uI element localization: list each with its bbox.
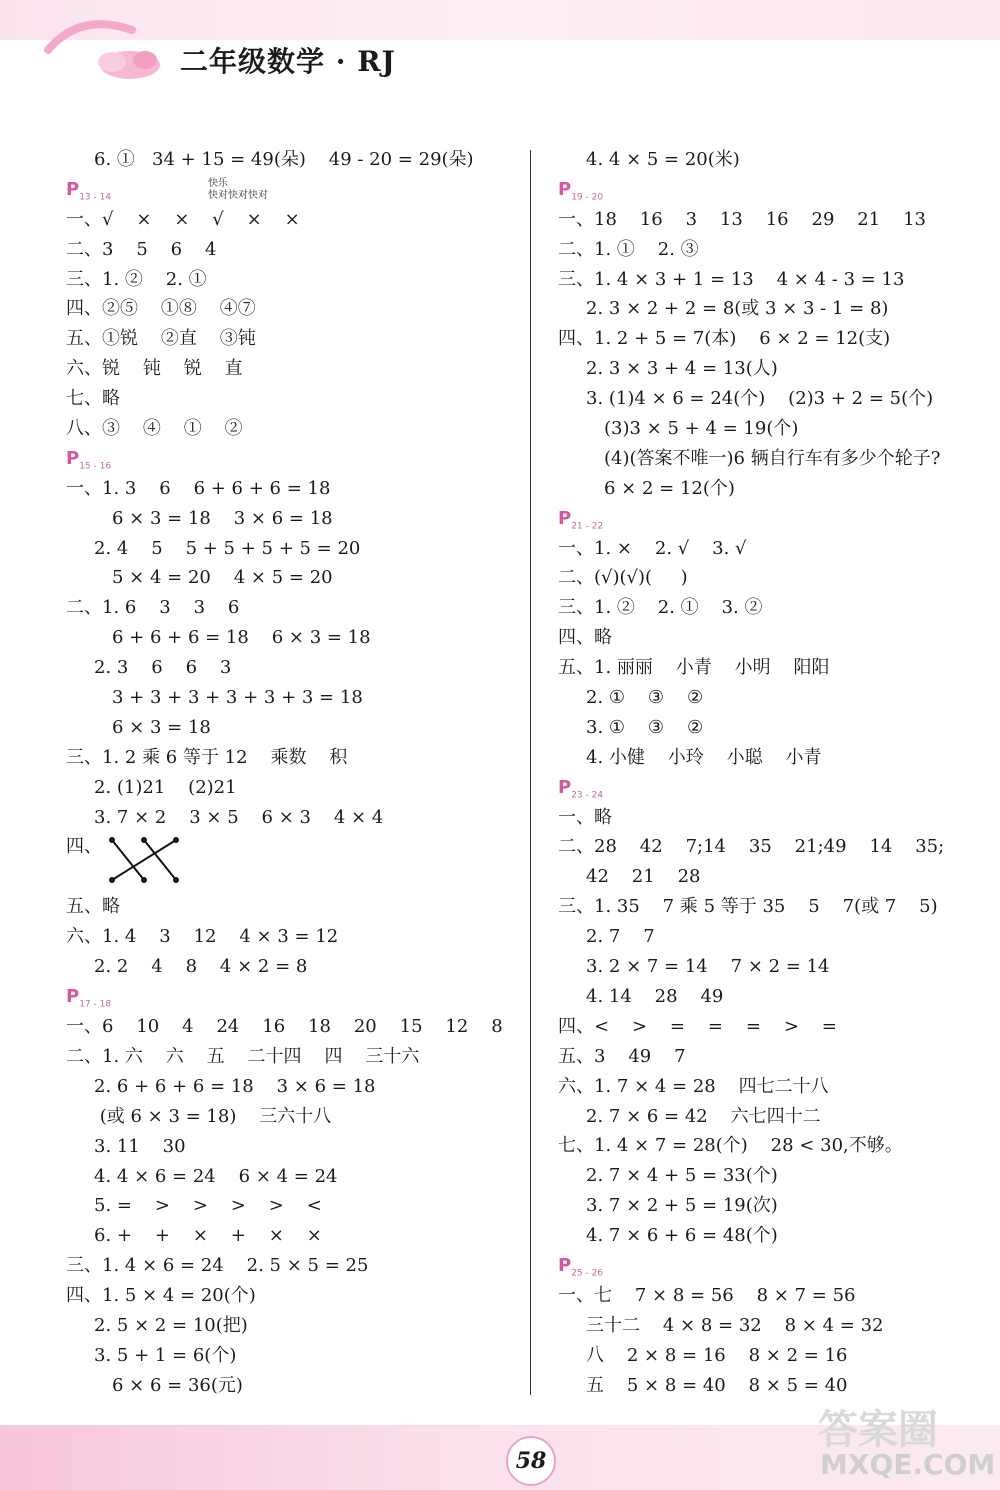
page-title: 二年级数学 · RJ — [180, 45, 396, 78]
page-range-numbers: 23 - 24 — [571, 790, 604, 801]
answer-line — [66, 832, 506, 892]
column-divider — [530, 150, 531, 1395]
answer-line: 四、1. 5 × 4 = 20(个) — [66, 1285, 256, 1307]
answer-line: 5. = > > > > < — [94, 1195, 322, 1217]
answer-line: 二、28 42 7;14 35 21;49 14 35; — [558, 836, 945, 858]
answer-line: 2. 5 × 2 = 10(把) — [94, 1314, 248, 1336]
page-range-numbers: 25 - 26 — [571, 1268, 604, 1279]
answer-line: 三、1. ② 2. ① — [66, 268, 207, 290]
answer-line: 2. 4 5 5 + 5 + 5 + 5 = 20 — [94, 537, 361, 559]
flower-decoration-icon — [40, 10, 170, 90]
answer-line: 三、1. 4 × 6 = 24 2. 5 × 5 = 25 — [66, 1255, 369, 1277]
page-range-letter: P — [558, 507, 572, 529]
answer-line: 2. ① ③ ② — [586, 687, 704, 709]
answer-line: 2. 6 + 6 + 6 = 18 3 × 6 = 18 — [94, 1075, 376, 1097]
handwriting-line: 快对快对快对 — [208, 190, 268, 201]
page-range-label — [66, 175, 506, 205]
page-range-label — [66, 982, 506, 1012]
answer-line: (4)(答案不唯一)6 辆自行车有多少个轮子? — [604, 447, 941, 469]
answer-line: 二、1. 6 3 3 6 — [66, 597, 240, 619]
matching-dot — [109, 837, 115, 843]
matching-dot — [141, 877, 147, 883]
answer-line: 2. 3 6 6 3 — [94, 657, 232, 679]
answer-line: 三、1. ② 2. ① 3. ② — [558, 597, 763, 619]
answer-line: 五、1. 丽丽 小青 小明 阳阳 — [558, 657, 830, 679]
answer-line: 3. (1)4 × 6 = 24(个) (2)3 + 2 = 5(个) — [586, 388, 934, 410]
answer-line: 二、1. ① 2. ③ — [558, 238, 699, 260]
answer-line: 6 + 6 + 6 = 18 6 × 3 = 18 — [112, 627, 371, 649]
answer-line: 四、< > = = = > = — [558, 1015, 837, 1037]
page-range-label — [558, 773, 988, 803]
answer-line: 2. 7 × 6 = 42 六七四十二 — [586, 1105, 821, 1127]
page-range-label — [558, 175, 988, 205]
matching-dot — [173, 837, 179, 843]
answer-line: 二、3 5 6 4 — [66, 238, 217, 260]
answer-line: 一、略 — [558, 806, 612, 828]
answer-line: 5 × 4 = 20 4 × 5 = 20 — [112, 567, 333, 589]
answer-line: 6. + + × + × × — [94, 1225, 322, 1247]
watermark-logo — [818, 1398, 994, 1486]
answer-line: 6 × 3 = 18 3 × 6 = 18 — [112, 507, 333, 529]
answer-line: 三、1. 2 乘 6 等于 12 乘数 积 — [66, 746, 348, 768]
handwriting-line: 快乐 — [208, 178, 228, 189]
answer-line: 一、1. × 2. √ 3. √ — [558, 537, 747, 559]
page-range-letter: P — [558, 1254, 572, 1276]
answer-line: 六、1. 4 3 12 4 × 3 = 12 — [66, 926, 339, 948]
page-number: 58 — [506, 1436, 556, 1486]
answer-line: 四、1. 2 + 5 = 7(本) 6 × 2 = 12(支) — [558, 328, 891, 350]
answer-line: 一、1. 3 6 6 + 6 + 6 = 18 — [66, 477, 331, 499]
answer-line: 五、①锐 ②直 ③钝 — [66, 328, 256, 350]
page-range-label — [558, 504, 988, 534]
answer-line: 3 + 3 + 3 + 3 + 3 + 3 = 18 — [112, 687, 363, 709]
answer-line: 2. 7 × 4 + 5 = 33(个) — [586, 1165, 778, 1187]
matching-line — [112, 840, 144, 880]
answer-line: 6 × 2 = 12(个) — [604, 477, 735, 499]
matching-line — [144, 840, 176, 880]
answer-line: 六、1. 7 × 4 = 28 四七二十八 — [558, 1075, 829, 1097]
answer-line: 6. ① 34 + 15 = 49(朵) 49 - 20 = 29(朵) — [94, 149, 474, 170]
answer-line: 三十二 4 × 8 = 32 8 × 4 = 32 — [586, 1314, 884, 1336]
answer-line: 二、(√)(√)( ) — [558, 567, 688, 589]
answer-line: 四、略 — [558, 627, 612, 649]
page-range-label — [558, 1251, 988, 1281]
answer-line: 一、√ × × √ × × — [66, 208, 300, 230]
answer-line: 三、1. 35 7 乘 5 等于 35 5 7(或 7 5) — [558, 896, 938, 918]
answer-line: 2. 3 × 2 + 2 = 8(或 3 × 3 - 1 = 8) — [586, 298, 889, 320]
answer-column-right — [558, 145, 988, 1400]
answer-line: 2. 3 × 3 + 4 = 13(人) — [586, 358, 778, 380]
answer-line: 七、略 — [66, 388, 120, 410]
answer-line: 三、1. 4 × 3 + 1 = 13 4 × 4 - 3 = 13 — [558, 268, 905, 290]
answer-line: 4. 4 × 5 = 20(米) — [586, 149, 740, 170]
answer-line: 4. 7 × 6 + 6 = 48(个) — [586, 1225, 778, 1247]
page-range-numbers: 13 - 14 — [79, 192, 112, 203]
watermark-url: MXQE.COM — [820, 1448, 996, 1481]
answer-line: (3)3 × 5 + 4 = 19(个) — [604, 418, 799, 440]
answer-line: 4. 14 28 49 — [586, 985, 724, 1007]
page-range-letter: P — [66, 447, 80, 469]
answer-line: 6 × 6 = 36(元) — [112, 1374, 243, 1396]
answer-line: 42 21 28 — [586, 866, 701, 888]
answer-line: 4. 小健 小玲 小聪 小青 — [586, 746, 822, 768]
answer-line: 2. 7 7 — [586, 926, 655, 948]
matching-lines-figure — [104, 832, 194, 888]
answer-text: 四、 — [66, 836, 102, 858]
answer-line: 二、1. 六 六 五 二十四 四 三十六 — [66, 1045, 420, 1067]
answer-line: 6 × 3 = 18 — [112, 716, 211, 738]
answer-column-left — [66, 145, 506, 1401]
answer-line: 五 5 × 8 = 40 8 × 5 = 40 — [586, 1374, 848, 1396]
page-range-letter: P — [66, 178, 80, 200]
answer-line: 八 2 × 8 = 16 8 × 2 = 16 — [586, 1344, 848, 1366]
page-range-letter: P — [558, 776, 572, 798]
answer-line: 3. 7 × 2 3 × 5 6 × 3 4 × 4 — [94, 806, 384, 828]
answer-line: 一、6 10 4 24 16 18 20 15 12 8 — [66, 1016, 503, 1038]
answer-line: 3. 5 + 1 = 6(个) — [94, 1344, 237, 1366]
answer-line: (或 6 × 3 = 18) 三六十八 — [94, 1105, 332, 1127]
page-range-letter: P — [558, 178, 572, 200]
page-range-numbers: 17 - 18 — [79, 999, 112, 1010]
page-range-numbers: 15 - 16 — [79, 461, 112, 472]
page-range-numbers: 21 - 22 — [571, 521, 604, 532]
answer-line: 八、③ ④ ① ② — [66, 418, 243, 440]
answer-line: 3. ① ③ ② — [586, 716, 704, 738]
answer-line: 四、②⑤ ①⑧ ④⑦ — [66, 298, 256, 320]
answer-line: 一、18 16 3 13 16 29 21 13 — [558, 208, 926, 230]
answer-line: 2. 2 4 8 4 × 2 = 8 — [94, 956, 308, 978]
answer-line: 五、略 — [66, 896, 120, 918]
watermark-text: 答案圈 — [818, 1407, 938, 1453]
matching-dot — [109, 877, 115, 883]
answer-line: 2. (1)21 (2)21 — [94, 776, 237, 798]
matching-line — [112, 840, 176, 880]
answer-line: 3. 11 30 — [94, 1135, 186, 1157]
answer-line: 4. 4 × 6 = 24 6 × 4 = 24 — [94, 1165, 338, 1187]
answer-line: 五、3 49 7 — [558, 1045, 686, 1067]
matching-dot — [141, 837, 147, 843]
matching-dot — [173, 877, 179, 883]
answer-line: 3. 2 × 7 = 14 7 × 2 = 14 — [586, 956, 830, 978]
answer-line: 七、1. 4 × 7 = 28(个) 28 < 30,不够。 — [558, 1135, 903, 1157]
page-range-label — [66, 444, 506, 474]
answer-line: 3. 7 × 2 + 5 = 19(次) — [586, 1195, 778, 1217]
page-range-numbers: 19 - 20 — [571, 192, 604, 203]
page-range-letter: P — [66, 986, 80, 1008]
answer-line: 六、锐 钝 锐 直 — [66, 358, 243, 380]
answer-line: 一、七 7 × 8 = 56 8 × 7 = 56 — [558, 1284, 856, 1306]
